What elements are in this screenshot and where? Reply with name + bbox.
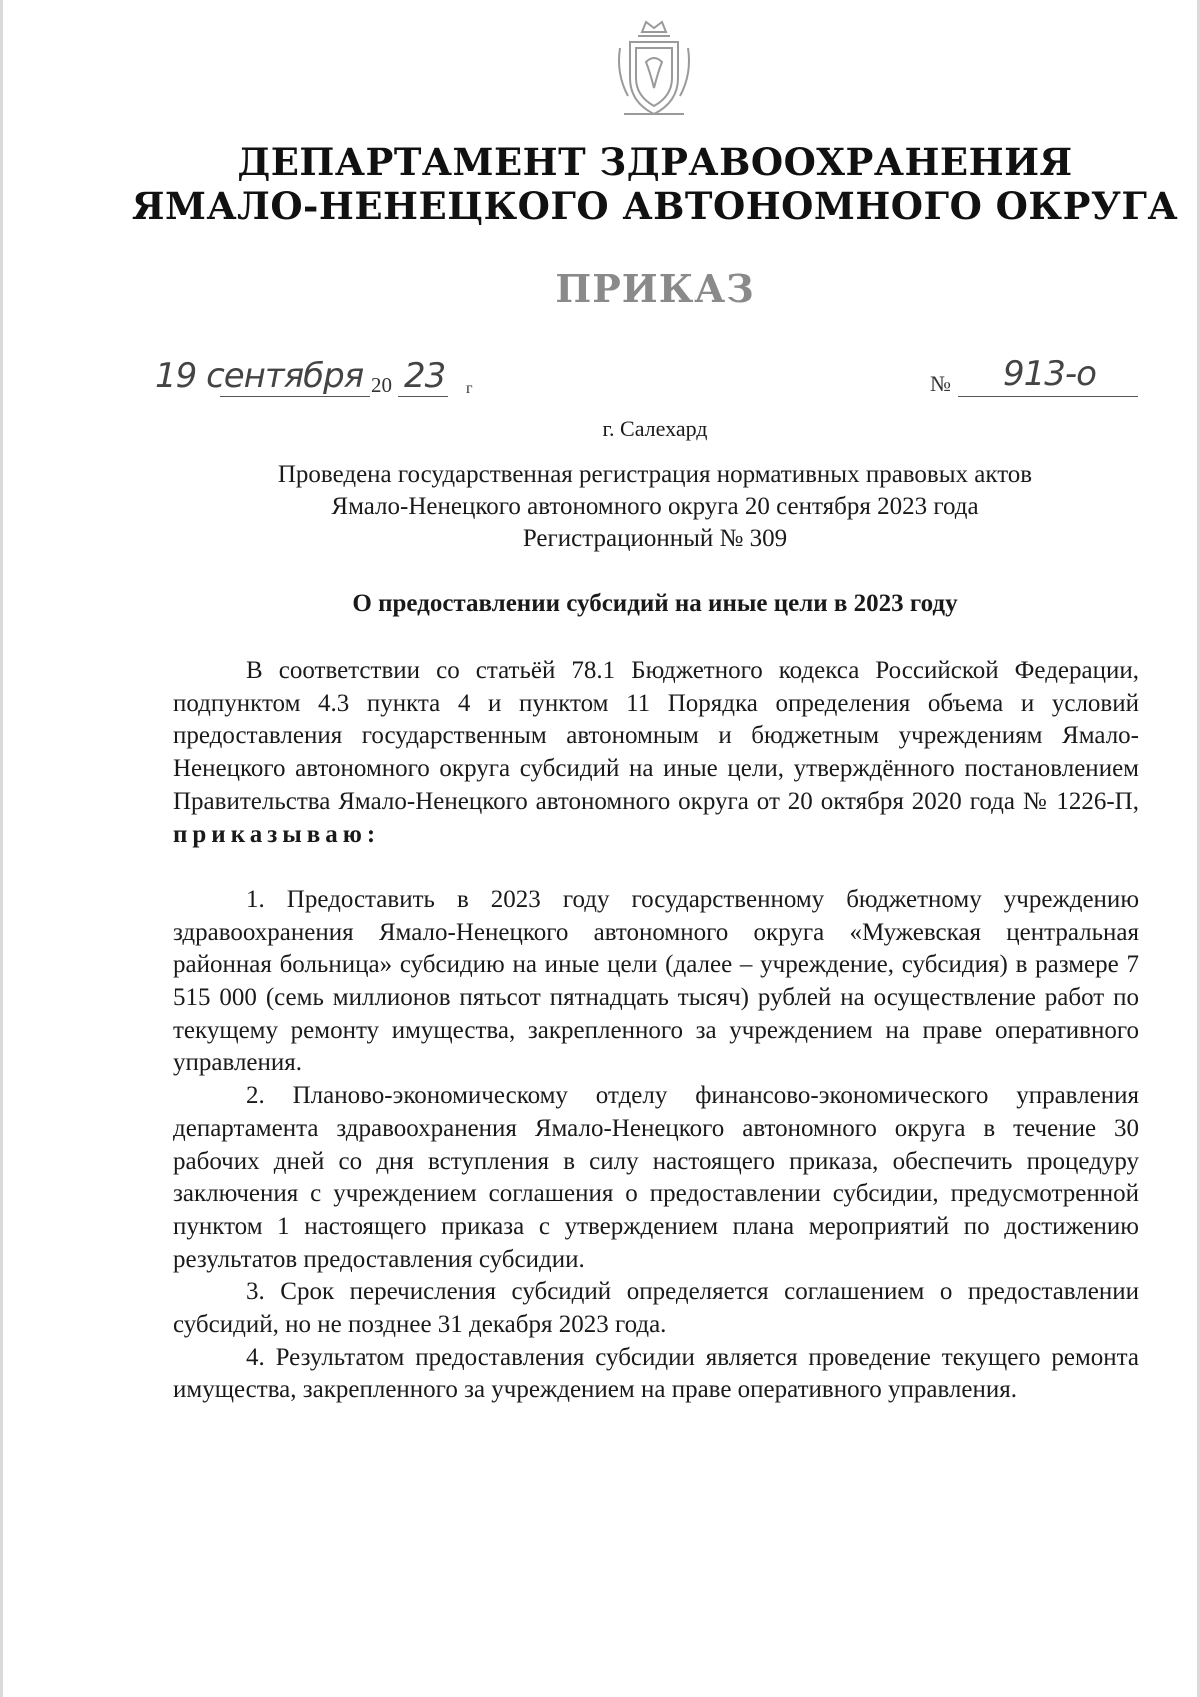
preamble-paragraph (173, 655, 1139, 851)
preamble-text: В соответствии со статьёй 78.1 Бюджетного кодекса Российской Федерации, подпунктом 4.3 пункта 4 и пунктом 11 Порядка определения объема и условий предоставления государственным автономным и бюджетным учреждениям Ямало-Ненецкого автономного округа субсидий на иные цели, утверждённого постановлением Правительства Ямало-Ненецкого автономного округа от 20 октября 2020 года № 1226-П, (173, 657, 1139, 815)
order-item-4: 4. Результатом предоставления субсидии является проведение текущего ремонта имущества, закрепленного за учреждением на праве оперативного управления. (173, 1343, 1139, 1404)
handwritten-number: 913-о (1003, 354, 1096, 394)
order-word: приказываю: (173, 820, 381, 848)
registration-line1: Проведена государственная регистрация нормативных правовых актов (277, 461, 1033, 488)
number-underline (958, 396, 1138, 397)
order-body (173, 655, 1139, 1407)
city: г. Салехард (602, 416, 708, 441)
department-name-line1: ДЕПАРТАМЕНТ ЗДРАВООХРАНЕНИЯ (237, 140, 1073, 184)
department-name-line2: ЯМАЛО-НЕНЕЦКОГО АВТОНОМНОГО ОКРУГА (131, 184, 1179, 228)
year-suffix: г (466, 380, 473, 397)
registration-line2: Ямало-Ненецкого автономного округа 20 сентября 2023 года (331, 493, 979, 520)
number-label: № (930, 371, 951, 396)
date-underline (220, 396, 370, 397)
order-subject: О предоставлении субсидий на иные цели в 2023 году (352, 590, 958, 617)
registration-line3: Регистрационный № 309 (522, 525, 788, 552)
handwritten-date: 19 сентября (155, 356, 364, 396)
document-type-title: ПРИКАЗ (555, 266, 755, 311)
order-item-3: 3. Срок перечисления субсидий определяется соглашением о предоставлении субсидий, но не позднее 31 декабря 2023 года. (173, 1278, 1139, 1339)
date-year-prefix: 20 (371, 373, 392, 397)
year-underline (398, 396, 448, 397)
page-edge-left (0, 0, 3, 1697)
order-item-1: 1. Предоставить в 2023 году государственному бюджетному учреждению здравоохранения Ямало-Ненецкого автономного округа «Мужевская центральная районная больница» субсидию на иные цели (далее – учреждение, субсидия) в размере 7 515 000 (семь миллионов пятьсот пятнадцать тысяч) рублей на осуществление работ по текущему ремонту имущества, закрепленного за учреждением на праве оперативного управления. (173, 885, 1139, 1077)
coat-of-arms-icon (612, 18, 696, 122)
order-item-2: 2. Планово-экономическому отделу финансово-экономического управления департамента здравоохранения Ямало-Ненецкого автономного округа в течение 30 рабочих дней со дня вступления в силу настоящего приказа, обеспечить процедуру заключения с учреждением соглашения о предоставлении субсидии, предусмотренной пунктом 1 настоящего приказа с утверждением плана мероприятий по достижению результатов предоставления субсидии. (173, 1082, 1139, 1273)
handwritten-year: 23 (404, 356, 446, 396)
